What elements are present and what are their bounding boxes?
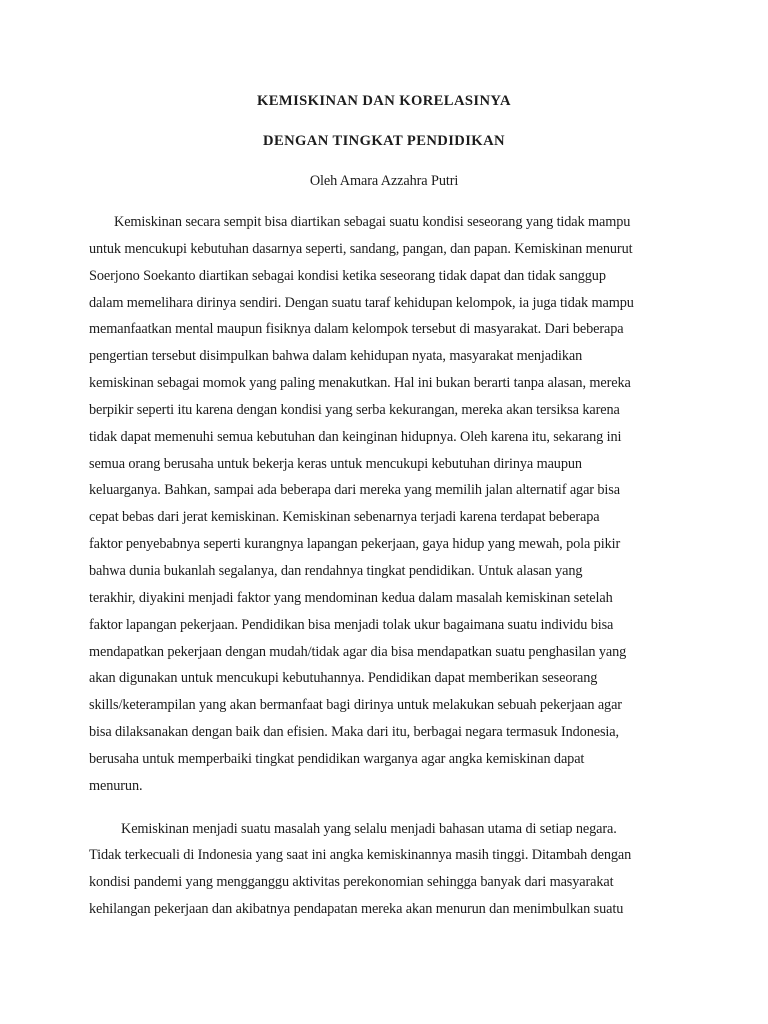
text-line: berpikir seperti itu karena dengan kondisi yang serba kekurangan, mereka akan tersiksa karena — [89, 401, 620, 418]
document-title-line-1: KEMISKINAN DAN KORELASINYA — [257, 93, 511, 109]
document-body — [89, 209, 689, 923]
author-byline: Oleh Amara Azzahra Putri — [309, 173, 459, 189]
text-line: faktor lapangan pekerjaan. Pendidikan bisa menjadi tolak ukur bagaimana suatu individu bisa — [89, 616, 614, 633]
text-line: cepat bebas dari jerat kemiskinan. Kemiskinan sebenarnya terjadi karena terdapat beberapa — [89, 509, 600, 526]
text-line: skills/keterampilan yang akan bermanfaat bagi dirinya untuk melakukan sebuah pekerjaan agar — [89, 697, 622, 714]
text-line: berusaha untuk memperbaiki tingkat pendidikan warganya agar angka kemiskinan dapat — [89, 750, 585, 767]
text-line: keluarganya. Bahkan, sampai ada beberapa dari mereka yang memilih jalan alternatif agar bisa — [89, 482, 620, 499]
text-line: Kemiskinan secara sempit bisa diartikan sebagai suatu kondisi seseorang yang tidak mampu — [114, 214, 631, 230]
text-line: Kemiskinan menjadi suatu masalah yang selalu menjadi bahasan utama di setiap negara. — [121, 820, 617, 837]
text-line: kondisi pandemi yang mengganggu aktivitas perekonomian sehingga banyak dari masyarakat — [89, 874, 614, 891]
text-line: tidak dapat memenuhi semua kebutuhan dan keinginan hidupnya. Oleh karena itu, sekarang ini — [89, 428, 622, 445]
text-line: untuk mencukupi kebutuhan dasarnya seperti, sandang, pangan, dan papan. Kemiskinan menurut — [89, 240, 633, 257]
text-line: dalam memelihara dirinya sendiri. Dengan suatu taraf kehidupan kelompok, ia juga tidak mampu — [89, 294, 634, 311]
text-line: bisa dilaksanakan dengan baik dan efisien. Maka dari itu, berbagai negara termasuk Indonesia, — [89, 724, 619, 741]
text-line: faktor penyebabnya seperti kurangnya lapangan pekerjaan, gaya hidup yang mewah, pola pikir — [89, 536, 621, 553]
text-line: Tidak terkecuali di Indonesia yang saat ini angka kemiskinannya masih tinggi. Ditambah dengan — [89, 847, 632, 864]
text-line: kemiskinan sebagai momok yang paling menakutkan. Hal ini bukan berarti tanpa alasan, mereka — [89, 375, 631, 392]
text-line: semua orang berusaha untuk bekerja keras untuk mencukupi kebutuhan dirinya maupun — [89, 455, 582, 472]
text-line: mendapatkan pekerjaan dengan mudah/tidak agar dia bisa mendapatkan suatu penghasilan yang — [89, 643, 627, 660]
text-line: kehilangan pekerjaan dan akibatnya pendapatan mereka akan menurun dan menimbulkan suatu — [89, 901, 624, 918]
paragraph-2 — [89, 816, 689, 923]
text-line: pengertian tersebut disimpulkan bahwa dalam kehidupan nyata, masyarakat menjadikan — [89, 348, 583, 365]
paragraph-1 — [89, 209, 689, 800]
text-line: akan digunakan untuk mencukupi kebutuhannya. Pendidikan dapat memberikan seseorang — [89, 670, 598, 687]
text-line: menurun. — [89, 777, 143, 794]
document-title-line-2: DENGAN TINGKAT PENDIDIKAN — [263, 133, 505, 149]
text-line: terakhir, diyakini menjadi faktor yang mendominan kedua dalam masalah kemiskinan setelah — [89, 589, 613, 606]
text-line: memanfaatkan mental maupun fisiknya dalam kelompok tersebut di masyarakat. Dari beberapa — [89, 321, 624, 338]
text-line: Soerjono Soekanto diartikan sebagai kondisi ketika seseorang tidak dapat dan tidak sanggup — [89, 267, 606, 284]
text-line: bahwa dunia bukanlah segalanya, dan rendahnya tingkat pendidikan. Untuk alasan yang — [89, 562, 583, 579]
